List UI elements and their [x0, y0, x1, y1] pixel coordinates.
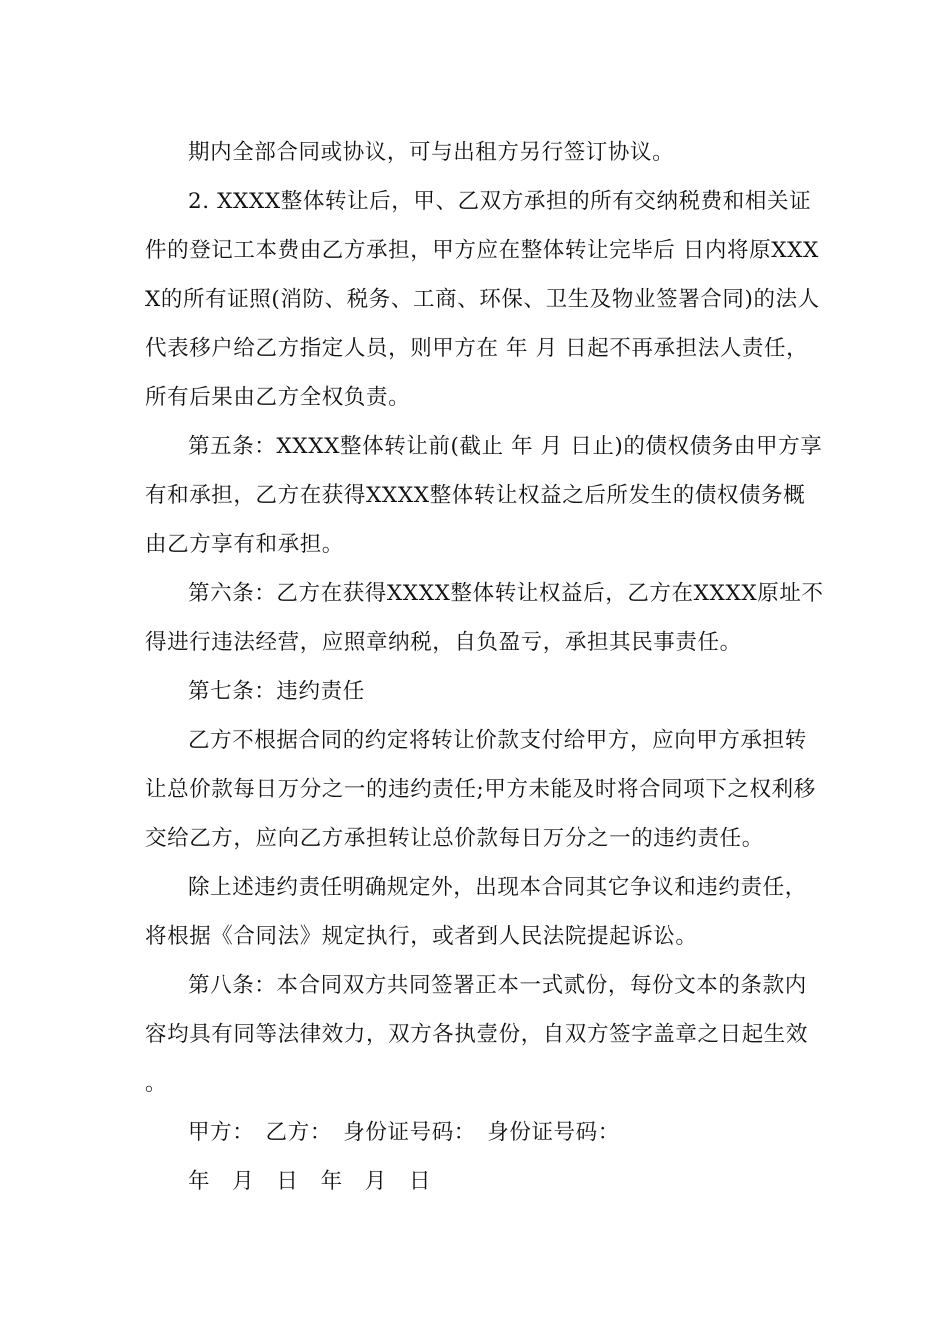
paragraph-breach-party-b: 乙方不根据合同的约定将转让价款支付给甲方，应向甲方承担转让总价款每日万分之一的违约责任;甲方未能及时将合同项下之权利移交给乙方，应向乙方承担转让总价款每日万分之一的违约责任。: [145, 728, 816, 851]
paragraph-breach-other: 除上述违约责任明确规定外，出现本合同其它争议和违约责任，将根据《合同法》规定执行，或者到人民法院提起诉讼。: [145, 875, 807, 949]
paragraph-article-7-heading: 第七条：违约责任: [188, 679, 365, 704]
paragraph-continuation: 期内全部合同或协议，可与出租方另行签订协议。: [188, 140, 675, 165]
paragraph-article-8: 第八条：本合同双方共同签署正本一式贰份，每份文本的条款内容均具有同等法律效力，双方各执壹份，自双方签字盖章之日起生效。: [145, 973, 809, 1096]
document-body: [145, 128, 825, 1206]
paragraph-article-5: 第五条：XXXX整体转让前(截止 年 月 日止)的债权债务由甲方享有和承担，乙方在获得XXXX整体转让权益之后所发生的债权债务概由乙方享有和承担。: [145, 434, 823, 557]
paragraph-article-6: 第六条：乙方在获得XXXX整体转让权益后，乙方在XXXX原址不得进行违法经营，应照章纳税，自负盈亏，承担其民事责任。: [145, 581, 824, 655]
date-line: 年 月 日 年 月 日: [188, 1169, 432, 1194]
paragraph-clause-2: 2. XXXX整体转让后，甲、乙双方承担的所有交纳税费和相关证件的登记工本费由乙方承担，甲方应在整体转让完毕后 日内将原XXXX的所有证照(消防、税务、工商、环保、卫生及物业签署合同)的法人代表移户给乙方指定人员，则甲方在 年 月 日起不再承担法人责任，所有后果由乙方全权负责。: [145, 189, 820, 410]
signature-line: 甲方： 乙方： 身份证号码： 身份证号码：: [188, 1120, 620, 1145]
